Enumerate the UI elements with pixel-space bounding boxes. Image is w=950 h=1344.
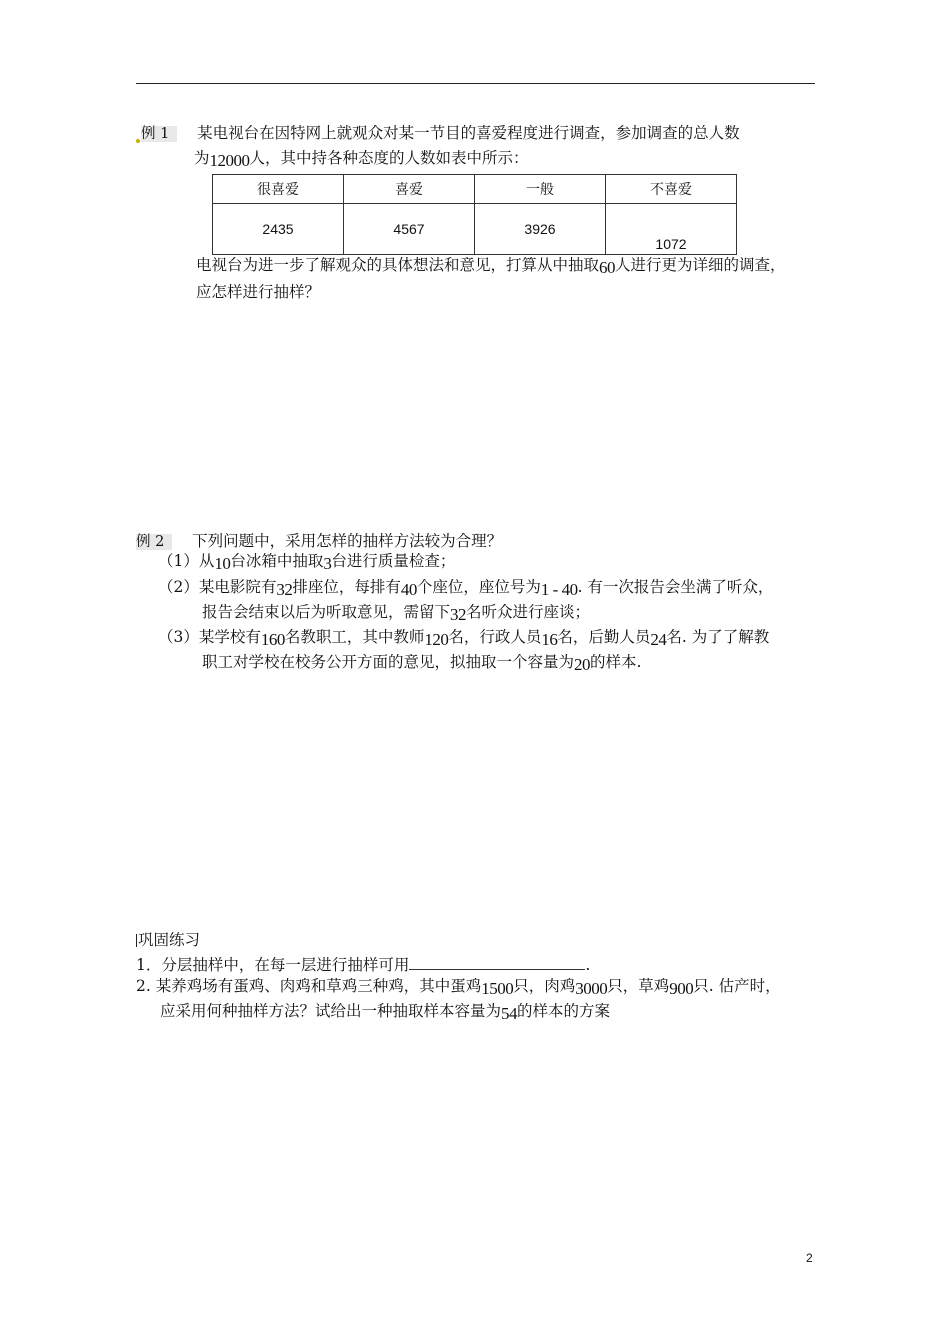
table-header-cell: 不喜爱 [606, 175, 737, 204]
table-header-cell: 喜爱 [344, 175, 475, 204]
example2-q3-line2: 职工对学校在校务公开方面的意见，拟抽取一个容量为20的样本. [202, 653, 642, 674]
table-header-cell: 一般 [475, 175, 606, 204]
example2-q2-line2: 报告会结束以后为听取意见，需留下32名听众进行座谈； [202, 603, 591, 624]
page-number: 2 [806, 1251, 813, 1265]
example2-q2: （2）某电影院有32排座位，每排有40个座位，座位号为1 - 40. 有一次报告会坐满了听众， [158, 578, 774, 599]
table-cell: 4567 [344, 204, 475, 255]
practice-item-2-line2: 应采用何种抽样方法？试给出一种抽取样本容量为54的样本的方案 [160, 1002, 611, 1023]
practice-item-1: 1．分层抽样中，在每一层进行抽样可用 . [136, 956, 591, 974]
table-cell: 2435 [213, 204, 344, 255]
example2-q3: （3）某学校有160名教职工，其中教师120名，行政人员16名，后勤人员24名. 为了了解教 [158, 628, 770, 649]
marker-dot [136, 139, 140, 143]
example1-line1: 例 1 某电视台在因特网上就观众对某一节目的喜爱程度进行调查，参加调查的总人数 [136, 123, 740, 144]
marker-bar [136, 934, 137, 947]
table-header-cell: 很喜爱 [213, 175, 344, 204]
example2-q1: （1）从10台冰箱中抽取3台进行质量检查； [158, 552, 456, 573]
survey-table [212, 174, 737, 255]
header-rule [136, 83, 815, 84]
table-cell: 3926 [475, 204, 606, 255]
table-row [213, 204, 737, 255]
example1-line4: 应怎样进行抽样？ [196, 283, 321, 301]
practice-title: 巩固练习 [138, 931, 201, 949]
example2-intro: 例 2 下列问题中，采用怎样的抽样方法较为合理？ [136, 532, 503, 550]
example1-line3: 电视台为进一步了解观众的具体想法和意见，打算从中抽取60人进行更为详细的调查， [196, 256, 786, 277]
example1-line2: 为12000人，其中持各种态度的人数如表中所示： [194, 149, 529, 170]
example2-label: 例 2 [136, 534, 172, 550]
answer-blank [409, 955, 585, 970]
table-cell: 1072 [606, 204, 737, 255]
table-header-row [213, 175, 737, 204]
example1-label: 例 1 [141, 126, 177, 142]
practice-item-2: 2. 某养鸡场有蛋鸡、肉鸡和草鸡三种鸡，其中蛋鸡1500只，肉鸡3000只，草鸡900只. 估产时， [136, 977, 781, 998]
